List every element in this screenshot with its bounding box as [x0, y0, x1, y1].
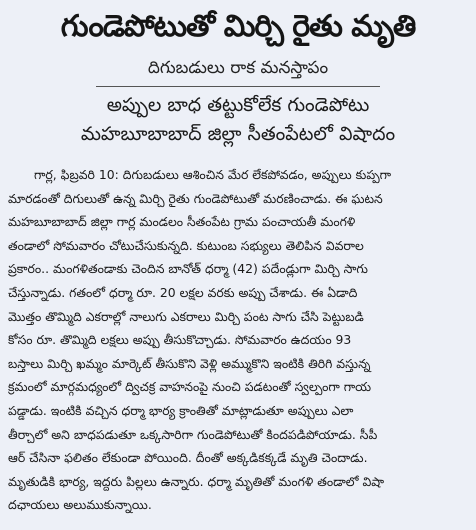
body-line: మొత్తం తొమ్మిది ఎకరాల్లో నాలుగు ఎకరాలు మిర్చి పంట సాగు చేసి పెట్టుబడి	[8, 308, 364, 324]
body-line: తీర్చాలో అని బాధపడుతూ ఒక్కసారిగా గుండెపోటుతో కిందపడిపోయాడు. సీపీ	[8, 426, 378, 442]
body-line: గార్ల, ఫిబ్రవరి 10: దిగుబడులు ఆశించిన మేర లేకపోవడం, అప్పులు కుప్పగా	[34, 167, 392, 182]
body-line: కోసం రూ. తొమ్మిది లక్షలు అప్పు తీసుకొచ్చాడు. సోమవారం ఉదయం 93	[8, 332, 352, 348]
body-line: మారడంతో దిగులుతో ఉన్న మిర్చి రైతు గుండెపోటుతో మరణించాడు. ఈ ఘటన	[8, 190, 383, 206]
subheadline: దిగుబడులు రాక మనస్తాపం	[147, 58, 329, 78]
deck-line-2: మహబూబాబాద్ జిల్లా సీతంపేటలో విషాదం	[80, 123, 396, 145]
body-line: మృతుడికి భార్య, ఇద్దరు పిల్లలు ఉన్నారు. ధర్మా మృతితో మంగళి తండాలో విషా	[8, 473, 385, 489]
body-line: బస్తాలు మిర్చి ఖమ్మం మార్కెట్ తీసుకొని వెళ్లి అమ్ముకొని ఇంటికి తిరిగి వస్తున్న	[8, 355, 371, 371]
body-line: క్రమంలో మార్గమధ్యంలో ద్విచక్ర వాహనంపై నుంచి పడటంతో స్వల్పంగా గాయ	[8, 379, 372, 395]
body-line: చేస్తున్నాడు. గతంలో ధర్మా రూ. 20 లక్షల వరకు అప్పు చేశాడు. ఈ ఏడాది	[8, 284, 358, 300]
body-line: ప్రకారం.. మంగళితండాకు చెందిన బానోత్ ధర్మా (42) పదేండ్లుగా మిర్చి సాగు	[8, 261, 368, 277]
body-line: పడ్డాడు. ఇంటికి వచ్చిన ధర్మా భార్య క్రాంతితో మాట్లాడుతూ అప్పులు ఎలా	[8, 402, 354, 418]
body-line: మహబూబాబాద్ జిల్లా గార్ల మండలం సీతంపేట గ్రామ పంచాయతీ మంగళి	[8, 214, 356, 230]
body-line: ఆర్ చేసినా ఫలితం లేకుండా పోయింది. దీంతో అక్కడికక్కడే మృతి చెందాడు.	[8, 450, 368, 466]
headline: గుండెపోటుతో మిర్చి రైతు మృతి	[60, 9, 416, 44]
divider	[96, 86, 380, 87]
body-line: దఛాయలు అలుముకున్నాయి.	[8, 497, 152, 513]
article-body	[8, 163, 468, 517]
deck-line-1: అప్పుల బాధ తట్టుకోలేక గుండెపోటు	[106, 94, 370, 116]
body-line: తండాలో సోమవారం చోటుచేసుకున్నది. కుటుంబ సభ్యులు తెలిపిన వివరాల	[8, 237, 364, 253]
